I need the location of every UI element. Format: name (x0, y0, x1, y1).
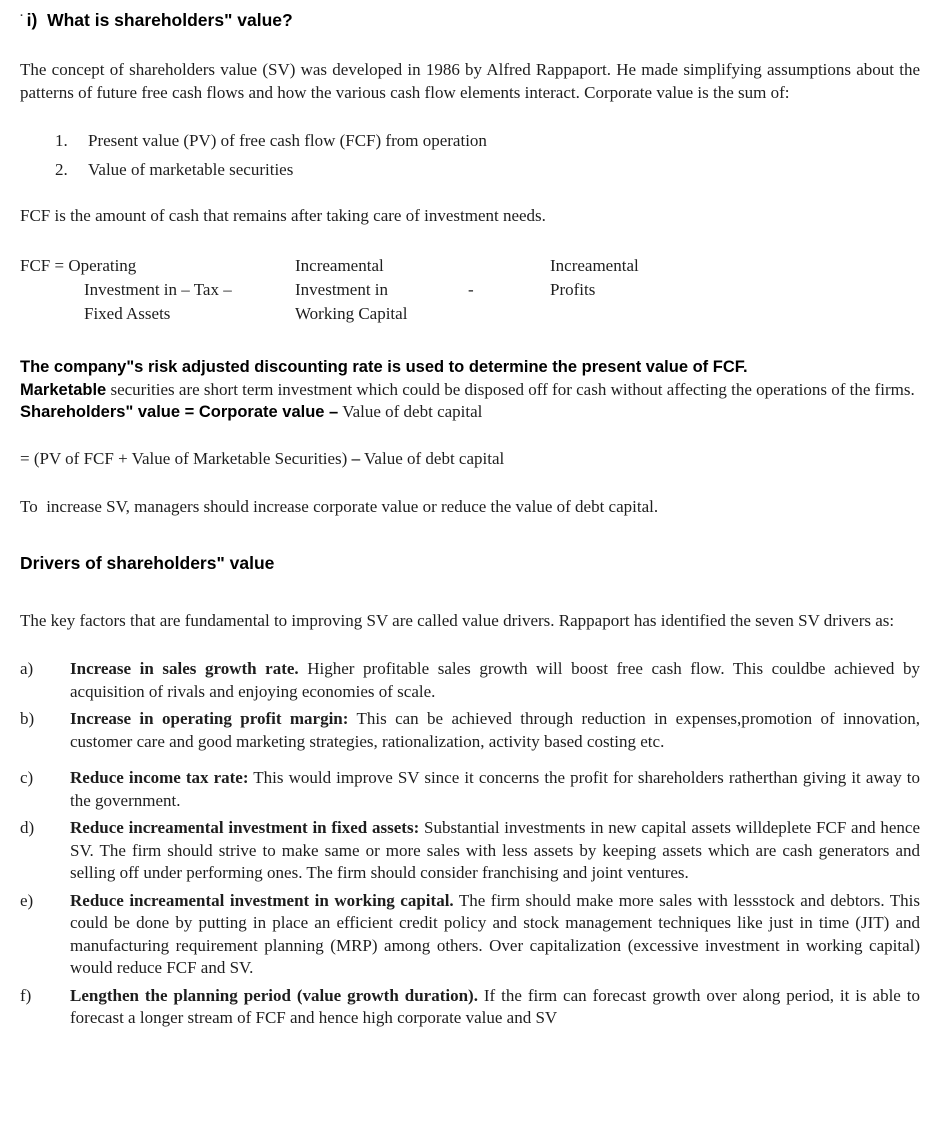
driver-body-text: This would improve SV since it concerns the profit for shareholders ratherthan giving it away to the government. (70, 768, 921, 810)
pv-equation-line (20, 448, 920, 471)
driver-text-block (70, 817, 920, 885)
driver-letter: f) (20, 985, 32, 1005)
formula-column-profits (550, 254, 920, 326)
formula-minus-sign: - (468, 279, 474, 299)
formula-line: FCF = Operating (20, 255, 137, 275)
stray-mark: · (20, 10, 24, 22)
intro-paragraph: The concept of shareholders value (SV) was developed in 1986 by Alfred Rappaport. He made simplifying assumptions about the patterns of future free cash flows and how the various cash flow elements interact. Corporate value is the sum of: (20, 60, 920, 102)
driver-bold-lead: Reduce income tax rate: (70, 768, 249, 787)
sv-equation-line (20, 401, 920, 424)
list-item (55, 159, 920, 182)
corporate-value-list (55, 130, 920, 181)
formula-line: Profits (550, 279, 596, 299)
driver-item-a (20, 658, 920, 703)
pv-equation-pre: = (PV of FCF + Value of Marketable Securities) (20, 448, 352, 468)
increase-sv-line: To increase SV, managers should increase corporate value or reduce the value of debt capital. (20, 497, 659, 516)
driver-bold-lead: Reduce increamental investment in fixed assets: (70, 818, 420, 837)
marketable-rest-text: securities are short term investment which could be disposed off for cash without affecting the operations of the firms. (106, 379, 915, 399)
section-heading (20, 10, 920, 31)
driver-body-text: If the firm can forecast growth over along period, it is able to forecast a longer stream of FCF and hence high corporate value and SV (70, 985, 921, 1027)
formula-spacer (468, 254, 550, 278)
formula-column-working-capital (295, 254, 468, 326)
risk-rate-line: The company"s risk adjusted discounting rate is used to determine the present value of FCF. (20, 357, 748, 376)
driver-item-c (20, 767, 920, 812)
driver-body-text: This can be achieved through reduction in expenses,promotion of innovation, customer care and good marketing strategies, rationalization, activity based costing etc. (70, 709, 920, 751)
pv-equation-dash: – (351, 448, 361, 468)
drivers-intro-paragraph: The key factors that are fundamental to improving SV are called value drivers. Rappaport has identified the seven SV drivers as: (20, 610, 895, 630)
driver-text-block (70, 708, 920, 753)
fcf-formula (20, 254, 920, 326)
driver-body-text: The firm should make more sales with lessstock and debtors. This could be done by putting in place an efficient credit policy and stock management techniques like just in time (JIT) and manufacturing requirement planning (MRP) among others. Over capitalization (excessive investment in working capital) would reduce FCF and SV. (70, 890, 921, 977)
section-heading-text: i) What is shareholders" value? (26, 10, 293, 30)
fcf-definition: FCF is the amount of cash that remains after taking care of investment needs. (20, 206, 546, 225)
marketable-securities-line (20, 379, 920, 402)
formula-column-operating (20, 254, 295, 326)
driver-bold-lead: Lengthen the planning period (value growth duration). (70, 985, 478, 1005)
driver-text-block (70, 658, 920, 703)
sv-equation-bold: Shareholders" value = Corporate value – (20, 403, 339, 421)
driver-item-f (20, 985, 920, 1030)
driver-item-b (20, 708, 920, 753)
driver-bold-lead: Increase in operating profit margin: (70, 709, 349, 728)
driver-text-block (70, 890, 920, 980)
driver-text-block (70, 767, 920, 812)
driver-body-text: Substantial investments in new capital assets willdeplete FCF and hence SV. The firm should strive to make same or more sales with less assets by keeping assets which are cash generators and selling off under performing ones. The firm should consider franchising and joint ventures. (70, 818, 920, 882)
valuation-notes (20, 356, 920, 424)
list-number: 2. (55, 159, 68, 179)
pv-equation-post: Value of debt capital (360, 448, 505, 468)
driver-letter: c) (20, 768, 34, 787)
driver-letter: d) (20, 818, 35, 837)
marketable-bold-lead: Marketable (20, 380, 107, 399)
list-item (55, 130, 920, 153)
sv-equation-rest: Value of debt capital (338, 402, 483, 421)
driver-item-d (20, 817, 920, 885)
list-number: 1. (55, 131, 68, 150)
formula-line: Increamental (550, 255, 639, 275)
drivers-heading: Drivers of shareholders" value (20, 552, 275, 573)
driver-letter: a) (20, 659, 34, 678)
driver-text-block (70, 985, 920, 1030)
formula-line: Working Capital (295, 303, 408, 323)
formula-line: Investment in (295, 279, 389, 299)
driver-body-text: Higher profitable sales growth will boost free cash flow. This couldbe achieved by acquisition of rivals and enjoying economies of scale. (70, 659, 921, 701)
formula-line: Investment in – Tax – (84, 279, 232, 299)
driver-item-e (20, 890, 920, 980)
driver-letter: e) (20, 890, 34, 910)
formula-line: Increamental (295, 255, 384, 275)
list-item-text: Value of marketable securities (88, 159, 294, 179)
formula-line: Fixed Assets (84, 303, 171, 323)
driver-bold-lead: Increase in sales growth rate. (70, 659, 299, 678)
driver-bold-lead: Reduce increamental investment in working capital. (70, 890, 454, 910)
formula-minus-separator (468, 254, 550, 326)
driver-letter: b) (20, 709, 35, 728)
list-item-text: Present value (PV) of free cash flow (FCF) from operation (88, 131, 487, 150)
drivers-list (20, 658, 920, 1030)
